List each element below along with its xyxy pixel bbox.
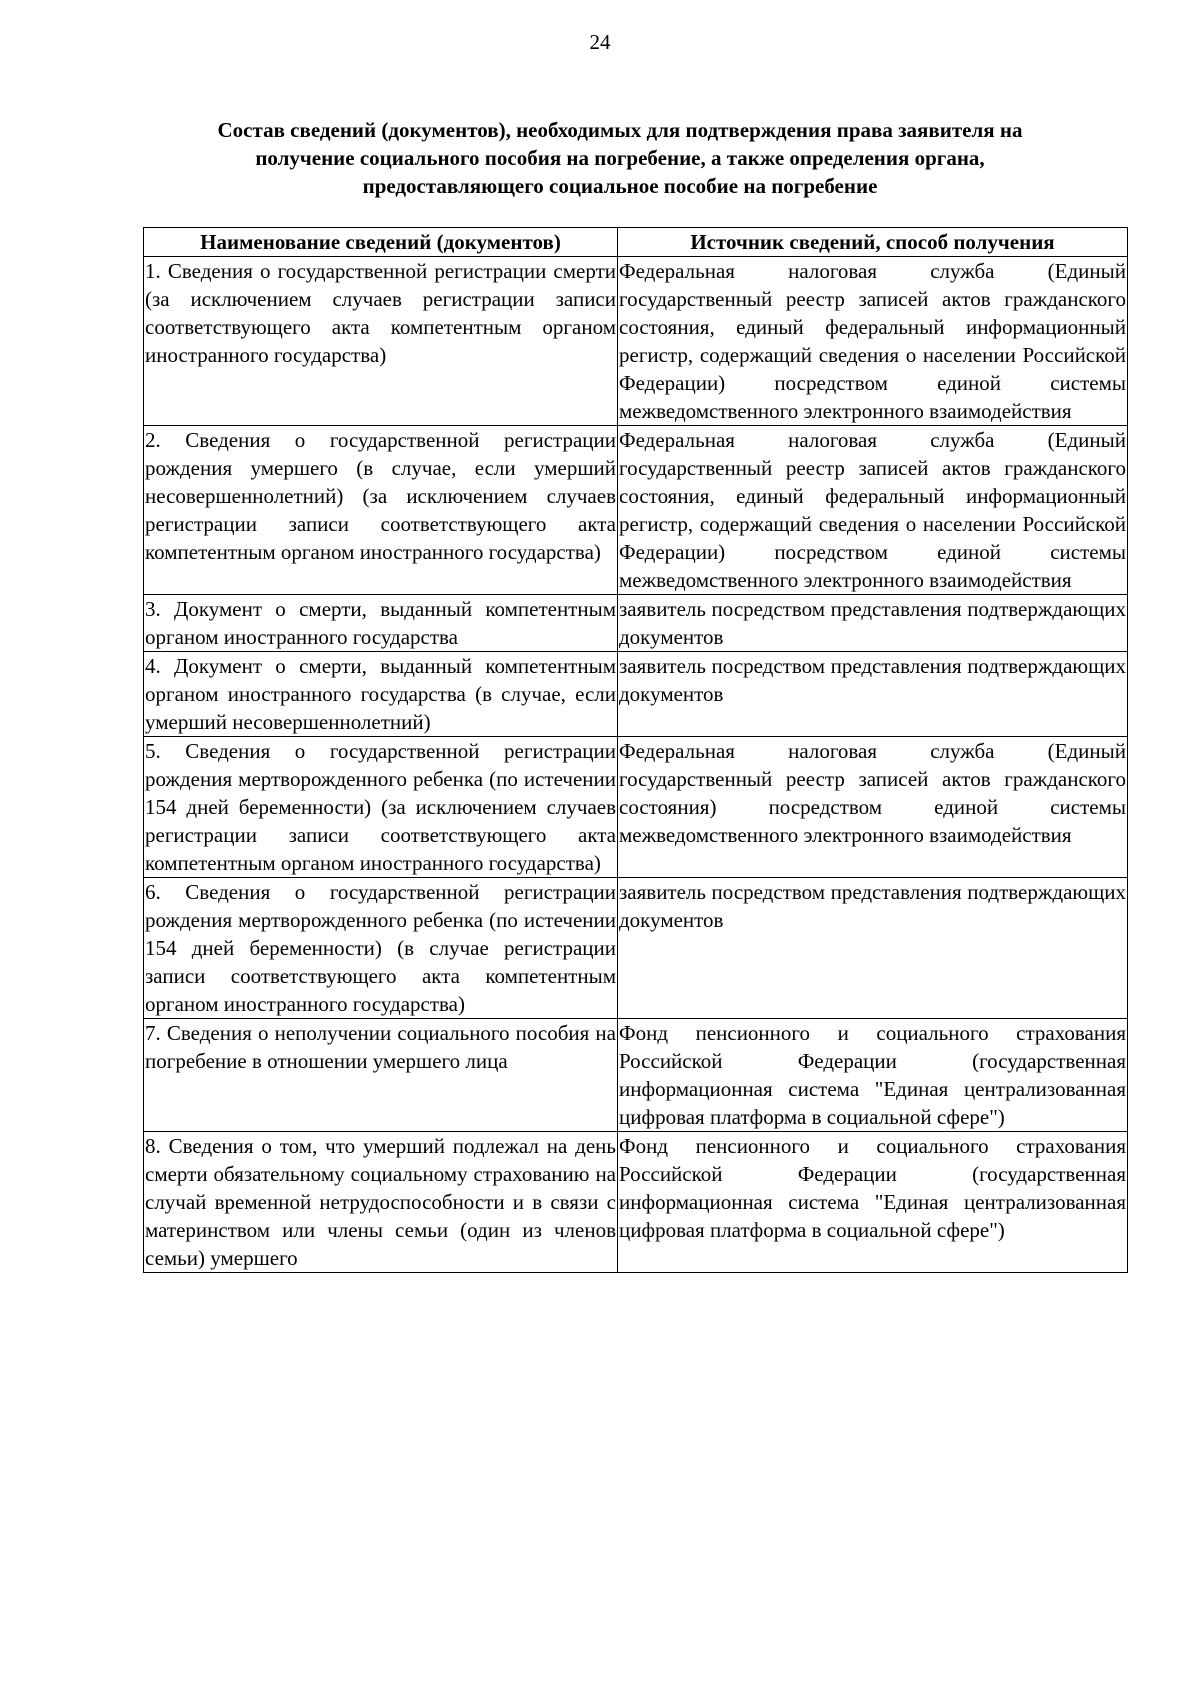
row-name-cell: 8. Сведения о том, что умерший подлежал на день смерти обязательному социальному страхованию на случай временной нетрудоспособности и в связи с материнством или члены семьи (один из членов семьи) умершего bbox=[144, 1132, 618, 1273]
table-row bbox=[144, 595, 1128, 652]
table-row bbox=[144, 426, 1128, 595]
row-name-cell: 1. Сведения о государственной регистрации смерти (за исключением случаев регистрации записи соответствующего акта компетентным органом иностранного государства) bbox=[144, 257, 618, 426]
row-name-cell: 2. Сведения о государственной регистрации рождения умершего (в случае, если умерший несовершеннолетний) (за исключением случаев регистрации записи соответствующего акта компетентным органом иностранного государства) bbox=[144, 426, 618, 595]
row-name-cell: 5. Сведения о государственной регистрации рождения мертворожденного ребенка (по истечении 154 дней беременности) (за исключением случаев регистрации записи соответствующего акта компетентным органом иностранного государства) bbox=[144, 737, 618, 878]
documents-table bbox=[143, 227, 1128, 1273]
row-source-cell: Федеральная налоговая служба (Единый государственный реестр записей актов гражданского состояния, единый федеральный информационный регистр, содержащий сведения о населении Российской Федерации) посредством единой системы межведомственного электронного взаимодействия bbox=[618, 257, 1128, 426]
table-row bbox=[144, 737, 1128, 878]
row-source-cell: Фонд пенсионного и социального страхования Российской Федерации (государственная информационная система "Единая централизованная цифровая платформа в социальной сфере") bbox=[618, 1019, 1128, 1132]
title-line: получение социального пособия на погребение, а также определения органа, bbox=[255, 146, 985, 170]
row-source-cell: Фонд пенсионного и социального страхования Российской Федерации (государственная информационная система "Единая централизованная цифровая платформа в социальной сфере") bbox=[618, 1132, 1128, 1273]
row-source-cell: заявитель посредством представления подтверждающих документов bbox=[618, 878, 1128, 1019]
document-title bbox=[140, 116, 1100, 200]
table-row bbox=[144, 652, 1128, 737]
row-name-cell: 6. Сведения о государственной регистрации рождения мертворожденного ребенка (по истечении 154 дней беременности) (в случае регистрации записи соответствующего акта компетентным органом иностранного государства) bbox=[144, 878, 618, 1019]
table-header-row bbox=[144, 228, 1128, 257]
row-name-cell: 7. Сведения о неполучении социального пособия на погребение в отношении умершего лица bbox=[144, 1019, 618, 1132]
row-source-cell: заявитель посредством представления подтверждающих документов bbox=[618, 595, 1128, 652]
title-line: Состав сведений (документов), необходимых для подтверждения права заявителя на bbox=[217, 118, 1023, 142]
table-row bbox=[144, 1132, 1128, 1273]
table-row bbox=[144, 257, 1128, 426]
table-row bbox=[144, 878, 1128, 1019]
page-number: 24 bbox=[589, 30, 611, 54]
row-name-cell: 3. Документ о смерти, выданный компетентным органом иностранного государства bbox=[144, 595, 618, 652]
table-row bbox=[144, 1019, 1128, 1132]
header-name: Наименование сведений (документов) bbox=[144, 228, 618, 257]
title-line: предоставляющего социальное пособие на погребение bbox=[362, 174, 878, 198]
row-name-cell: 4. Документ о смерти, выданный компетентным органом иностранного государства (в случае, если умерший несовершеннолетний) bbox=[144, 652, 618, 737]
row-source-cell: Федеральная налоговая служба (Единый государственный реестр записей актов гражданского состояния) посредством единой системы межведомственного электронного взаимодействия bbox=[618, 737, 1128, 878]
row-source-cell: заявитель посредством представления подтверждающих документов bbox=[618, 652, 1128, 737]
header-source: Источник сведений, способ получения bbox=[618, 228, 1128, 257]
row-source-cell: Федеральная налоговая служба (Единый государственный реестр записей актов гражданского состояния, единый федеральный информационный регистр, содержащий сведения о населении Российской Федерации) посредством единой системы межведомственного электронного взаимодействия bbox=[618, 426, 1128, 595]
